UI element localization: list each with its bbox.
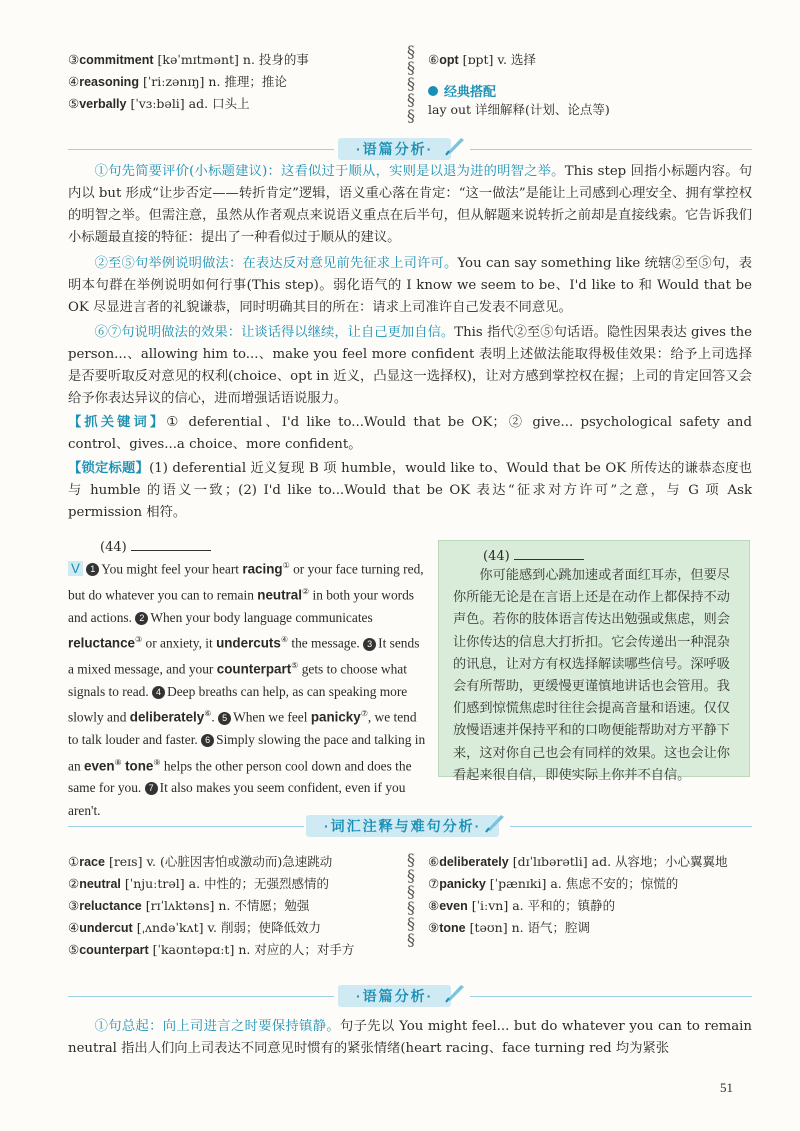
bullet-dot-icon	[428, 86, 438, 96]
vocab-entry: ④undercut [ˌʌndəˈkʌt] v. 削弱；使降低效力	[68, 920, 321, 935]
vocab-entry: ⑤counterpart [ˈkaʊntəpɑːt] n. 对应的人；对手方	[68, 942, 355, 957]
divider-squiggle: § § § § §	[407, 42, 415, 125]
pen-icon	[484, 811, 506, 833]
section-rule-left	[68, 149, 334, 150]
translation-box	[438, 540, 750, 783]
section-title-analysis-2: ·语篇分析·	[338, 985, 451, 1007]
collocation-heading	[428, 81, 496, 100]
divider-squiggle: § § § § § §	[407, 850, 415, 949]
section-title-vocab: ·词汇注释与难句分析·	[306, 815, 499, 837]
paragraph-label: V	[68, 561, 83, 576]
keywords-paragraph: 【抓关键词】① deferential、I'd like to...Would that be OK；② give... psychological safety and control、gives...a choice、more confident。	[68, 415, 752, 452]
vocab-entry: ①race [reɪs] v. (心脏因害怕或激动而)急速跳动	[68, 854, 333, 869]
analysis-paragraph-2: ②至⑤句举例说明做法：在表达反对意见前先征求上司许可。You can say something like 统辖②至⑤句，表明本句群在举例说明如何行事(This step)。弱化语气的 I know we seem to be、I'd like to 和 Would that be OK 尽显进言者的礼貌谦恭，同时明确其目的所在：请求上司准许自己发表不同意见。	[68, 256, 753, 315]
vocab-entry: ⑥opt [ɒpt] v. 选择	[428, 52, 536, 67]
vocab-entry: ⑥deliberately [dɪˈlɪbərətli] ad. 从容地；小心翼翼地	[428, 854, 728, 869]
passage-text: V 1 You might feel your heart racing① or your face turning red, but do whatever you can to remain neutral② in both your words and actions. 2 When your body language communicates reluctance③ or anxiety, it undercuts④ the message. 3 It sends a mixed message, and your counterpart⑤ gets to choose what signals to read. 4 Deep breaths can help, as can speaking more slowly and deliberately⑥. 5 When we feel panicky⑦, we tend to talk louder and faster. 6 Simply slowing the pace and talking in an even⑧ tone⑨ helps the other person cool down and does the same for you. 7 It also makes you seem confident, even if you aren't.	[68, 561, 426, 818]
analysis-paragraph-3: ⑥⑦句说明做法的效果：让谈话得以继续，让自己更加自信。This 指代②至⑤句话语。隐性因果表达 gives the person...、allowing him to...、make you feel more confident 表明上述做法能取得极佳效果：给予上司选择是否要听取反对意见的权利(choice、opt in 近义，凸显这一选择权)，让对方感到掌控权在握；上司的肯定回答又会给予你表达异议的信心，进而增强话语说服力。	[68, 325, 753, 406]
analysis2-paragraph: ①句总起：向上司进言之时要保持镇静。句子先以 You might feel... but do whatever you can to remain neutral 指出人们向上司表达不同意见时惯有的紧张情绪(heart racing、face turning red 均为紧张	[68, 1019, 752, 1056]
vocab-entry: ③commitment [kəˈmɪtmənt] n. 投身的事	[68, 52, 309, 67]
page-number: 51	[720, 1080, 733, 1095]
lock-title-paragraph: 【锁定标题】(1) deferential 近义复现 B 项 humble，would like to、Would that be OK 所传达的谦恭态度也与 humble 的语义一致；(2) I'd like to...Would that be OK 表达“征求对方许可”之意，与 G 项 Ask permission 相符。	[68, 461, 753, 520]
analysis-paragraph-1: ①句先简要评价(小标题建议)：这看似过于顺从，实则是以退为进的明智之举。This step 回指小标题内容。句内以 but 形成“让步否定——转折肯定”逻辑，语义重心落在肯定：“这一做法”是能让上司感到心理安全、拥有掌控权的明智之举。但需注意，虽然从作者观点来说语义重点在后半句，但从解题来说转折之前却是直接线索。它告诉我们小标题最直接的特征：提出了一种看似过于顺从的建议。	[68, 164, 753, 245]
collocation-text: lay out 详细解释(计划、论点等)	[428, 102, 610, 117]
pen-icon	[444, 134, 466, 156]
question-number: (44)	[100, 538, 211, 555]
translation-question-number: (44)	[483, 547, 584, 564]
collocation-label: 经典搭配	[444, 84, 497, 99]
pen-icon	[444, 981, 466, 1003]
section-title-analysis-1: ·语篇分析·	[338, 138, 451, 160]
section-rule-left	[68, 996, 334, 997]
section-rule-left	[68, 826, 304, 827]
vocab-entry: ⑧even [ˈiːvn] a. 平和的；镇静的	[428, 898, 616, 913]
translation-text: 你可能感到心跳加速或者面红耳赤，但要尽你所能无论是在言语上还是在动作上都保持不动声色。若你的肢体语言传达出勉强或焦虑，则会让你传达的信息大打折扣。它会传递出一种混杂的讯息，让对方有权选择解读哪些信号。深呼吸会有所帮助，更缓慢更谨慎地讲话也会管用。我们感到惊慌焦虑时往往会提高音量和语速。仅仅放慢语速并保持平和的口吻便能帮助对方平静下来，这对你自己也会有同样的效果。这也会让你看起来很自信，即使实际上你并不自信。	[453, 568, 730, 783]
section-rule-right	[470, 996, 752, 997]
vocab-entry: ⑤verbally [ˈvɜːbəli] ad. 口头上	[68, 96, 250, 111]
section-rule-right	[510, 826, 752, 827]
vocab-entry: ④reasoning [ˈriːzənɪŋ] n. 推理；推论	[68, 74, 287, 89]
vocab-entry: ②neutral [ˈnjuːtrəl] a. 中性的；无强烈感情的	[68, 876, 330, 891]
section-rule-right	[470, 149, 752, 150]
answer-blank	[131, 538, 211, 551]
vocab-entry: ⑨tone [təʊn] n. 语气；腔调	[428, 920, 591, 935]
vocab-entry: ③reluctance [rɪˈlʌktəns] n. 不情愿；勉强	[68, 898, 310, 913]
vocab-entry: ⑦panicky [ˈpænɪki] a. 焦虑不安的；惊慌的	[428, 876, 679, 891]
